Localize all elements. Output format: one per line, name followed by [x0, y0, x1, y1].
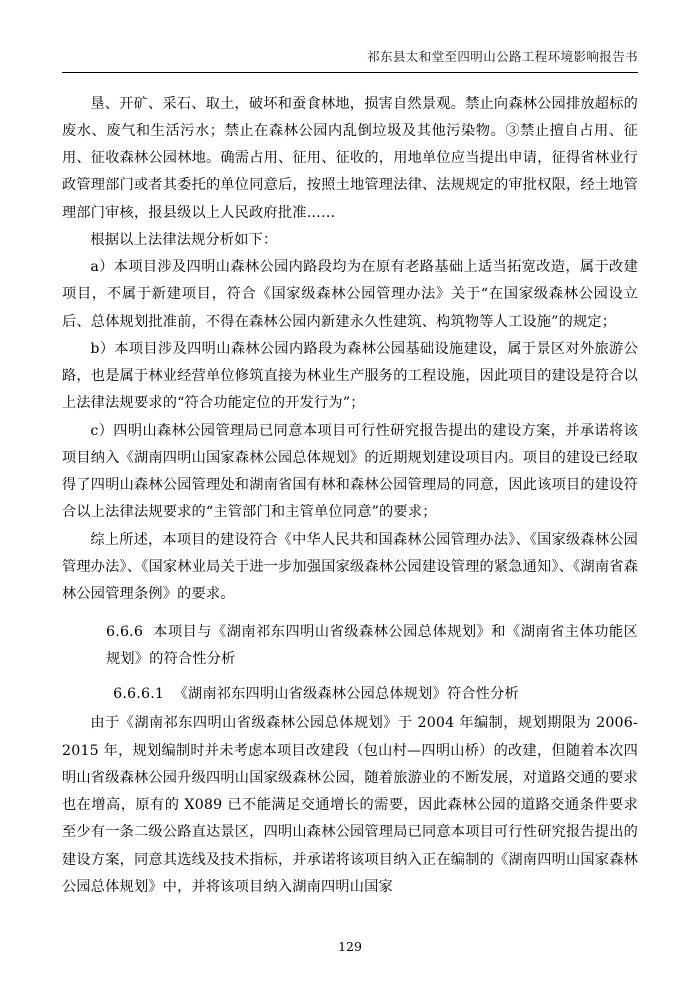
section-title-6-6-6: 本项目与《湖南祁东四明山省级森林公园总体规划》和《湖南省主体功能区规划》的符合性分析 [106, 623, 638, 667]
page-body [62, 91, 638, 902]
section-heading-6-6-6 [62, 619, 638, 674]
paragraph-analysis-b: b）本项目涉及四明山森林公园内路段为森林公园基础设施建设，属于景区对外旅游公路，也是属于林业经营单位修筑直接为林业生产服务的工程设施，因此项目的建设是符合以上法律法规要求的“符合功能定位的开发行为”； [62, 340, 638, 412]
header-divider [62, 72, 638, 73]
page-header [62, 48, 638, 66]
section-number-6-6-6: 6.6.6 [106, 623, 144, 640]
section-number-6-6-6-1: 6.6.6.1 [113, 686, 165, 703]
paragraph-master-plan-analysis: 由于《湖南祁东四明山省级森林公园总体规划》于 2004 年编制，规划期限为 2006-2015 年，规划编制时并未考虑本项目改建段（包山村—四明山桥）的改建，但随着本次四明山省级森林公园升级四明山国家级森林公园，随着旅游业的不断发展，对道路交通的要求也在增高，原有的 X089 已不能满足交通增长的需要，因此森林公园的道路交通条件要求至少有一条二级公路直达景区，四明山森林公园管理局已同意本项目可行性研究报告提出的建设方案，同意其选线及技术指标，并承诺将该项目纳入正在编制的《湖南四明山国家森林公园总体规划》中，并将该项目纳入湖南四明山国家 [62, 715, 638, 895]
paragraph-analysis-summary: 综上所述，本项目的建设符合《中华人民共和国森林公园管理办法》、《国家级森林公园管理办法》、《国家林业局关于进一步加强国家级森林公园建设管理的紧急通知》、《湖南省森林公园管理条例》的要求。 [62, 531, 638, 603]
paragraph-analysis-intro: 根据以上法律法规分析如下： [90, 231, 278, 248]
paragraph-analysis-c: c）四明山森林公园管理局已同意本项目可行性研究报告提出的建设方案，并承诺将该项目纳入《湖南四明山国家森林公园总体规划》的近期规划建设项目内。项目的建设已经取得了四明山森林公园管理处和湖南省国有林和森林公园管理局的同意，因此该项目的建设符合以上法律法规要求的“主管部门和主管单位同意”的要求； [62, 422, 638, 521]
paragraph-forest-park-prohibitions: 垦、开矿、采石、取土，破坏和蚕食林地，损害自然景观。禁止向森林公园排放超标的废水、废气和生活污水；禁止在森林公园内乱倒垃圾及其他污染物。③禁止擅自占用、征用、征收森林公园林地。确需占用、征用、征收的，用地单位应当提出申请，征得省林业行政管理部门或者其委托的单位同意后，按照土地管理法律、法规规定的审批权限，经土地管理部门审核，报县级以上人民政府批准…… [62, 95, 638, 221]
section-title-6-6-6-1: 《湖南祁东四明山省级森林公园总体规划》符合性分析 [173, 686, 519, 703]
paragraph-analysis-a: a）本项目涉及四明山森林公园内路段均为在原有老路基础上适当拓宽改造，属于改建项目，不属于新建项目，符合《国家级森林公园管理办法》关于“在国家级森林公园设立后、总体规划批准前，不得在森林公园内新建永久性建筑、构筑物等人工设施”的规定； [62, 259, 638, 330]
page-footer [0, 939, 700, 954]
page-number: 129 [338, 939, 362, 954]
header-title: 祁东县太和堂至四明山公路工程环境影响报告书 [367, 49, 638, 64]
section-heading-6-6-6-1 [62, 681, 638, 708]
